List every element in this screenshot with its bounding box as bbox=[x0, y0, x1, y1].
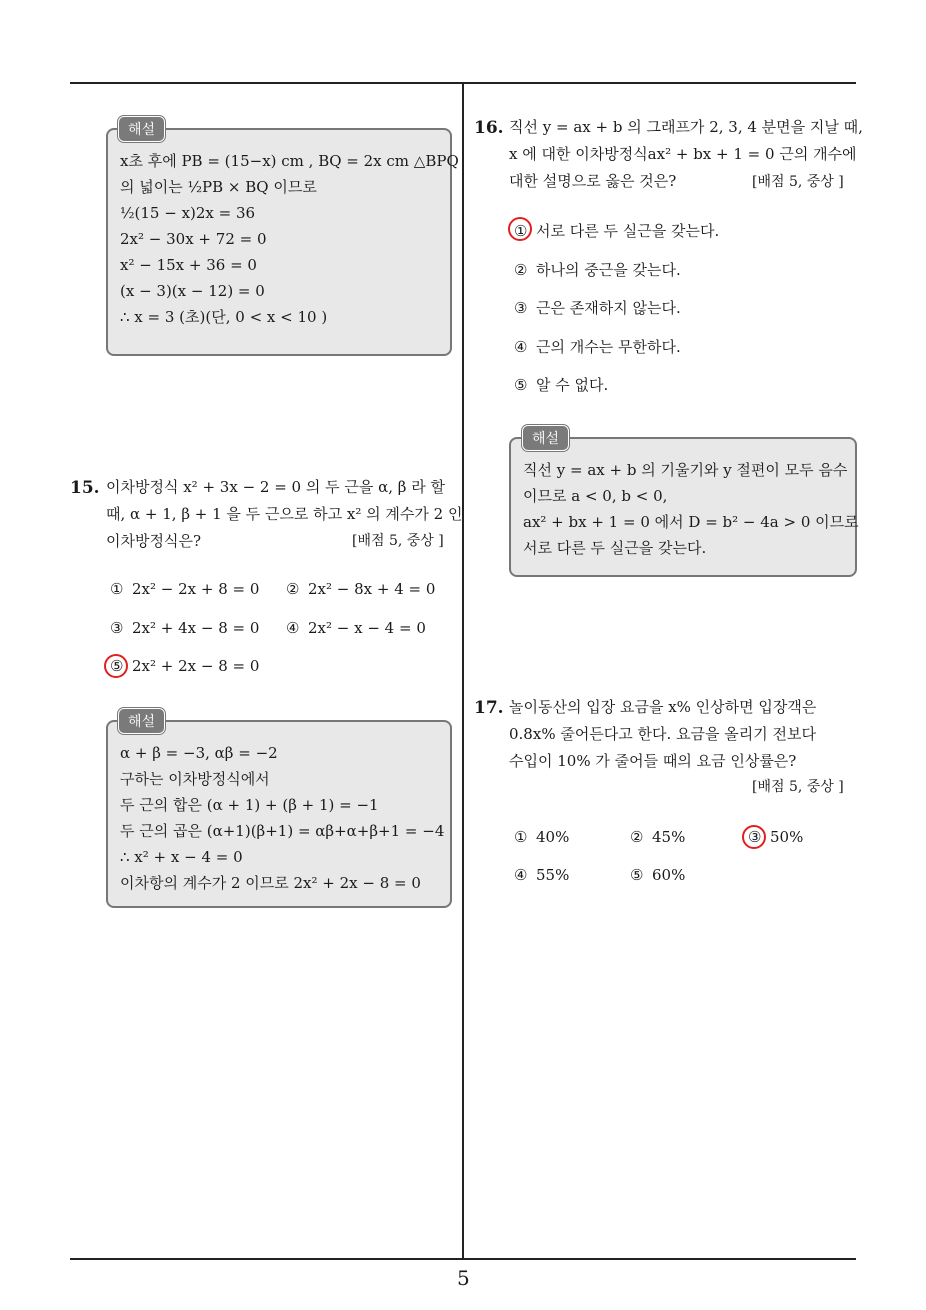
question-line: 이차방정식은? bbox=[106, 532, 201, 550]
choice-17-4[interactable] bbox=[514, 866, 569, 884]
choice-number: ③ bbox=[748, 828, 762, 846]
choice-number: ⑤ bbox=[110, 657, 124, 675]
choice-text: 2x² − x − 4 = 0 bbox=[308, 619, 426, 637]
solution-line: 의 넓이는 ½PB × BQ 이므로 bbox=[120, 178, 317, 196]
choice-number: ④ bbox=[514, 866, 528, 884]
choice-text: 2x² − 8x + 4 = 0 bbox=[308, 580, 436, 598]
solution-line: ax² + bx + 1 = 0 에서 D = b² − 4a > 0 이므로 bbox=[523, 513, 859, 531]
choice-16-2[interactable] bbox=[514, 259, 681, 280]
solution-line: α + β = −3, αβ = −2 bbox=[120, 744, 278, 762]
choice-17-5[interactable] bbox=[630, 866, 685, 884]
solution-line: ∴ x² + x − 4 = 0 bbox=[120, 848, 243, 866]
solution-line: x초 후에 PB = (15−x) cm , BQ = 2x cm △BPQ bbox=[120, 152, 459, 170]
question-line: x 에 대한 이차방정식ax² + bx + 1 = 0 근의 개수에 bbox=[509, 145, 857, 163]
bottom-rule bbox=[70, 1258, 856, 1260]
choice-text: 50% bbox=[770, 828, 804, 846]
choice-number: ③ bbox=[110, 619, 124, 637]
question-number-17: 17. bbox=[474, 698, 504, 718]
choice-15-5[interactable] bbox=[110, 657, 259, 675]
choice-15-2[interactable] bbox=[286, 580, 435, 598]
choice-text: 근은 존재하지 않는다. bbox=[536, 299, 681, 317]
choice-16-3[interactable] bbox=[514, 297, 681, 318]
choice-text: 서로 다른 두 실근을 갖는다. bbox=[536, 222, 720, 240]
solution-line: 2x² − 30x + 72 = 0 bbox=[120, 230, 267, 248]
score-label-15: [배점 5, 중상 ] bbox=[352, 533, 444, 549]
answer-circle-16 bbox=[508, 217, 532, 241]
solution-box-14 bbox=[106, 128, 459, 356]
choice-text: 40% bbox=[536, 828, 570, 846]
choice-number: ④ bbox=[514, 338, 528, 356]
column-divider bbox=[462, 84, 464, 1260]
choice-number: ③ bbox=[514, 299, 528, 317]
question-line: 수입이 10% 가 줄어들 때의 요금 인상률은? bbox=[509, 752, 797, 770]
solution-line: 이므로 a < 0, b < 0, bbox=[523, 487, 668, 505]
choice-text: 2x² − 2x + 8 = 0 bbox=[132, 580, 260, 598]
solution-line: ∴ x = 3 (초)(단, 0 < x < 10 ) bbox=[120, 308, 328, 326]
choice-text: 알 수 없다. bbox=[536, 376, 609, 394]
choice-number: ① bbox=[514, 222, 528, 240]
solution-tag: 해설 bbox=[118, 116, 165, 142]
question-line: 때, α + 1, β + 1 을 두 근으로 하고 x² 의 계수가 2 인 bbox=[106, 505, 463, 523]
choice-number: ④ bbox=[286, 619, 300, 637]
question-number-15: 15. bbox=[70, 478, 100, 498]
question-line: 0.8x% 줄어든다고 한다. 요금을 올리기 전보다 bbox=[509, 725, 817, 743]
choice-number: ② bbox=[630, 828, 644, 846]
score-label-16: [배점 5, 중상 ] bbox=[752, 174, 844, 190]
choice-16-1[interactable] bbox=[514, 220, 719, 241]
choice-number: ⑤ bbox=[514, 376, 528, 394]
choice-15-4[interactable] bbox=[286, 619, 426, 637]
choice-text: 2x² + 4x − 8 = 0 bbox=[132, 619, 260, 637]
choice-number: ① bbox=[110, 580, 124, 598]
choice-text: 55% bbox=[536, 866, 570, 884]
answer-circle-17 bbox=[742, 825, 766, 849]
question-line: 대한 설명으로 옳은 것은? bbox=[509, 172, 677, 190]
choice-number: ② bbox=[514, 261, 528, 279]
solution-line: x² − 15x + 36 = 0 bbox=[120, 256, 257, 274]
choice-16-4[interactable] bbox=[514, 336, 681, 357]
solution-line: 두 근의 합은 (α + 1) + (β + 1) = −1 bbox=[120, 796, 379, 814]
question-line: 직선 y = ax + b 의 그래프가 2, 3, 4 분면을 지날 때, bbox=[509, 118, 863, 136]
choice-text: 2x² + 2x − 8 = 0 bbox=[132, 657, 260, 675]
solution-box-15 bbox=[106, 720, 452, 908]
choice-number: ⑤ bbox=[630, 866, 644, 884]
solution-line: 직선 y = ax + b 의 기울기와 y 절편이 모두 음수 bbox=[523, 461, 848, 479]
question-line: 놀이동산의 입장 요금을 x% 인상하면 입장객은 bbox=[509, 698, 817, 716]
choice-text: 60% bbox=[652, 866, 686, 884]
choice-text: 45% bbox=[652, 828, 686, 846]
solution-tag: 해설 bbox=[118, 708, 165, 734]
solution-line: 구하는 이차방정식에서 bbox=[120, 770, 270, 788]
choice-text: 근의 개수는 무한하다. bbox=[536, 338, 681, 356]
page-number: 5 bbox=[457, 1266, 470, 1290]
score-label-17: [배점 5, 중상 ] bbox=[752, 779, 844, 795]
solution-line: 두 근의 곱은 (α+1)(β+1) = αβ+α+β+1 = −4 bbox=[120, 822, 445, 840]
solution-line: 서로 다른 두 실근을 갖는다. bbox=[523, 539, 707, 557]
question-line: 이차방정식 x² + 3x − 2 = 0 의 두 근을 α, β 라 할 bbox=[106, 478, 445, 496]
choice-number: ② bbox=[286, 580, 300, 598]
solution-tag: 해설 bbox=[522, 425, 569, 451]
question-number-16: 16. bbox=[474, 118, 504, 138]
solution-line: (x − 3)(x − 12) = 0 bbox=[120, 282, 265, 300]
choice-15-3[interactable] bbox=[110, 619, 259, 637]
question-text-17 bbox=[509, 694, 855, 775]
solution-line: ½(15 − x)2x = 36 bbox=[120, 204, 256, 222]
choice-text: 하나의 중근을 갖는다. bbox=[536, 261, 681, 279]
solution-line: 이차항의 계수가 2 이므로 2x² + 2x − 8 = 0 bbox=[120, 874, 421, 892]
answer-circle-15 bbox=[104, 654, 128, 678]
choice-15-1[interactable] bbox=[110, 580, 259, 598]
choice-17-2[interactable] bbox=[630, 828, 685, 846]
choice-17-1[interactable] bbox=[514, 828, 569, 846]
solution-box-16 bbox=[509, 437, 857, 577]
choice-16-5[interactable] bbox=[514, 374, 608, 395]
choice-number: ① bbox=[514, 828, 528, 846]
